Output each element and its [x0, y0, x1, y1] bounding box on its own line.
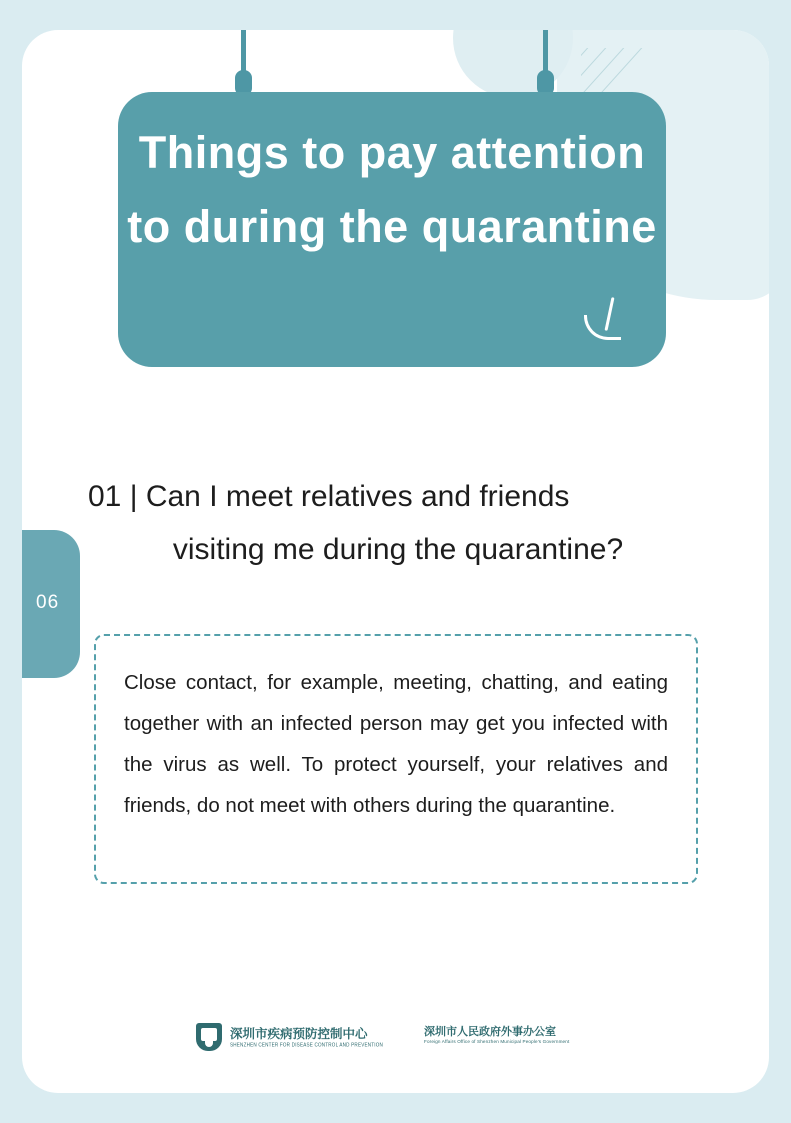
fao-name-en: Foreign Affairs Office of Shenzhen Municipal People's Government — [424, 1039, 570, 1045]
fao-name-cn: 深圳市人民政府外事办公室 — [424, 1026, 556, 1038]
poster-card — [22, 30, 769, 1093]
poster-title-line-2: attention to during — [127, 127, 646, 252]
cdc-logo-text — [230, 1027, 383, 1046]
cdc-name-en: SHENZHEN CENTER FOR DISEASE CONTROL AND PREVENTION — [230, 1041, 384, 1048]
poster-title-line-1: Things to pay — [138, 127, 438, 178]
answer-text: Close contact, for example, meeting, chatting, and eating together with an infected person may get you infected with the virus as well. To protect yourself, your relatives and friends, do not meet with others during the quarantine. — [124, 671, 668, 817]
cdc-name-cn: 深圳市疾病预防控制中心 — [230, 1027, 368, 1042]
shield-icon — [196, 1023, 222, 1051]
title-sign — [118, 92, 666, 367]
page-number-label: 06 — [36, 592, 60, 613]
poster-title — [118, 116, 666, 264]
question-line-2: visiting me during the quarantine? — [172, 533, 624, 567]
cdc-logo-group — [196, 1023, 383, 1051]
page-number-tab — [22, 530, 80, 678]
poster-title-line-3: the quarantine — [339, 200, 657, 252]
answer-box — [94, 634, 698, 884]
question-block — [88, 470, 708, 577]
smile-icon — [582, 301, 630, 345]
footer — [22, 1023, 769, 1067]
fao-logo-group — [424, 1026, 569, 1044]
question-line-1: 01 | Can I meet relatives and friends — [88, 480, 570, 513]
